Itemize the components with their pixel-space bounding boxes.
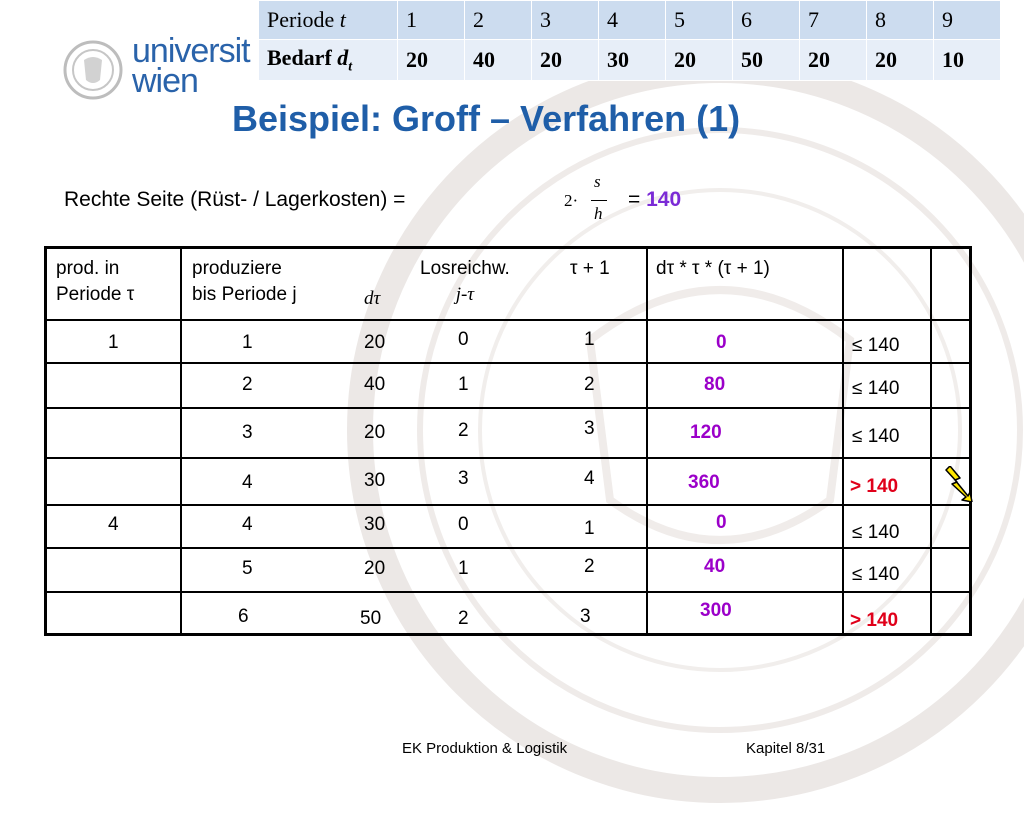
cell-compare: ≤ 140 xyxy=(852,335,900,356)
cell-tau1: 2 xyxy=(584,374,595,395)
period-cell: 3 xyxy=(532,1,599,40)
period-cell: 1 xyxy=(398,1,465,40)
grid-border-top xyxy=(44,246,972,249)
cell-j: 4 xyxy=(242,472,253,493)
period-cell: 9 xyxy=(934,1,1001,40)
cell-j: 6 xyxy=(238,606,249,627)
cell-prod: 1 xyxy=(108,332,119,353)
grid-hline xyxy=(44,362,972,364)
grid-hline xyxy=(44,504,972,506)
formula-numerator: s xyxy=(594,172,601,191)
grid-vline xyxy=(930,246,932,636)
grid-border-left xyxy=(44,246,47,636)
demand-cell: 20 xyxy=(800,40,867,81)
cell-j: 4 xyxy=(242,514,253,535)
demand-cell: 20 xyxy=(867,40,934,81)
logo-line-1: universit xyxy=(132,32,250,70)
cell-cost: 80 xyxy=(704,374,726,395)
groff-calculation-table xyxy=(44,246,972,636)
cell-cost: 360 xyxy=(688,472,720,493)
cell-tau1: 1 xyxy=(584,329,595,350)
cell-compare: > 140 xyxy=(850,476,899,497)
cell-compare: ≤ 140 xyxy=(852,378,900,399)
grid-vline xyxy=(646,246,648,636)
cell-d: 20 xyxy=(364,558,386,579)
grid-hline xyxy=(44,547,972,549)
cell-cost: 300 xyxy=(700,600,732,621)
cell-range: 2 xyxy=(458,420,469,441)
grid-hline xyxy=(44,407,972,409)
cell-prod: 4 xyxy=(108,514,119,535)
logo-line-2: wien xyxy=(132,62,198,100)
period-cell: 2 xyxy=(465,1,532,40)
cell-range: 0 xyxy=(458,514,469,535)
cell-range: 2 xyxy=(458,608,469,629)
slide-title: Beispiel: Groff – Verfahren (1) xyxy=(232,98,741,139)
period-cell: 6 xyxy=(733,1,800,40)
grid-border-bottom xyxy=(44,633,972,636)
fraction-bar xyxy=(591,200,607,201)
cell-j: 5 xyxy=(242,558,253,579)
period-cell: 8 xyxy=(867,1,934,40)
rhs-result xyxy=(628,188,681,212)
footer-course: EK Produktion & Logistik xyxy=(402,740,568,757)
grid-vline xyxy=(842,246,844,636)
cell-d: 20 xyxy=(364,332,386,353)
logo-wordmark xyxy=(132,32,250,100)
cell-range: 0 xyxy=(458,329,469,350)
demand-cell: 50 xyxy=(733,40,800,81)
cell-d: 50 xyxy=(360,608,382,629)
period-cell: 7 xyxy=(800,1,867,40)
header-cost-formula: dτ * τ * (τ + 1) xyxy=(656,258,770,279)
header-range-line-1: Losreichw. xyxy=(420,258,510,279)
header-prod-period xyxy=(56,256,134,308)
cell-j: 1 xyxy=(242,332,253,353)
cell-d: 20 xyxy=(364,422,386,443)
cell-cost: 40 xyxy=(704,556,726,577)
cell-range: 3 xyxy=(458,468,469,489)
formula-factor: 2· xyxy=(564,191,579,210)
rhs-label: Rechte Seite (Rüst- / Lagerkosten) = xyxy=(64,188,406,211)
demand-cell: 10 xyxy=(934,40,1001,81)
rhs-value: 140 xyxy=(646,188,682,211)
cell-tau1: 1 xyxy=(584,518,595,539)
period-cell: 4 xyxy=(599,1,666,40)
grid-border-right xyxy=(969,246,972,636)
cell-range: 1 xyxy=(458,558,469,579)
demand-cell: 20 xyxy=(398,40,465,81)
demand-row-label: Bedarf $d_t$ xyxy=(259,40,398,81)
header-produce-line-2: bis Periode j xyxy=(192,284,297,305)
header-demand: dτ xyxy=(364,288,381,309)
period-demand-table xyxy=(258,0,1001,81)
cell-compare: ≤ 140 xyxy=(852,564,900,585)
grid-hline xyxy=(44,319,972,321)
demand-cell: 20 xyxy=(666,40,733,81)
demand-cell: 20 xyxy=(532,40,599,81)
footer-chapter: Kapitel 8/31 xyxy=(746,740,826,757)
header-tau-plus-one: τ + 1 xyxy=(570,258,610,279)
university-seal-icon xyxy=(62,40,124,100)
cell-tau1: 3 xyxy=(580,606,591,627)
grid-hline xyxy=(44,457,972,459)
cell-d: 40 xyxy=(364,374,386,395)
period-label-var: t xyxy=(339,7,346,32)
header-produce-until xyxy=(192,256,297,308)
header-prod-line-1: prod. in xyxy=(56,258,120,279)
cell-cost: 120 xyxy=(690,422,722,443)
setup-holding-formula xyxy=(564,174,614,230)
cell-tau1: 2 xyxy=(584,556,595,577)
formula-denominator: h xyxy=(594,204,603,223)
university-logo xyxy=(62,32,262,100)
demand-label-var: $d_t$ xyxy=(337,44,353,75)
cell-range: 1 xyxy=(458,374,469,395)
period-cell: 5 xyxy=(666,1,733,40)
grid-hline xyxy=(44,591,972,593)
demand-cell: 40 xyxy=(465,40,532,81)
cell-d: 30 xyxy=(364,514,386,535)
cell-compare: ≤ 140 xyxy=(852,522,900,543)
demand-row xyxy=(259,40,1001,81)
cell-d: 30 xyxy=(364,470,386,491)
cell-cost: 0 xyxy=(716,332,727,353)
cell-j: 3 xyxy=(242,422,253,443)
cell-tau1: 4 xyxy=(584,468,595,489)
header-prod-line-2: Periode τ xyxy=(56,284,135,305)
demand-cell: 30 xyxy=(599,40,666,81)
cell-cost: 0 xyxy=(716,512,727,533)
lightning-bolt-icon xyxy=(944,466,974,502)
header-lot-range xyxy=(420,256,510,308)
cell-tau1: 3 xyxy=(584,418,595,439)
cell-j: 2 xyxy=(242,374,253,395)
period-row xyxy=(259,1,1001,40)
period-row-label: Periode t xyxy=(259,1,398,40)
header-produce-line-1: produziere xyxy=(192,258,282,279)
rhs-equals: = xyxy=(628,188,641,211)
header-range-line-2: j-τ xyxy=(455,284,475,305)
cell-compare: > 140 xyxy=(850,610,899,631)
grid-vline xyxy=(180,246,182,636)
cell-compare: ≤ 140 xyxy=(852,426,900,447)
